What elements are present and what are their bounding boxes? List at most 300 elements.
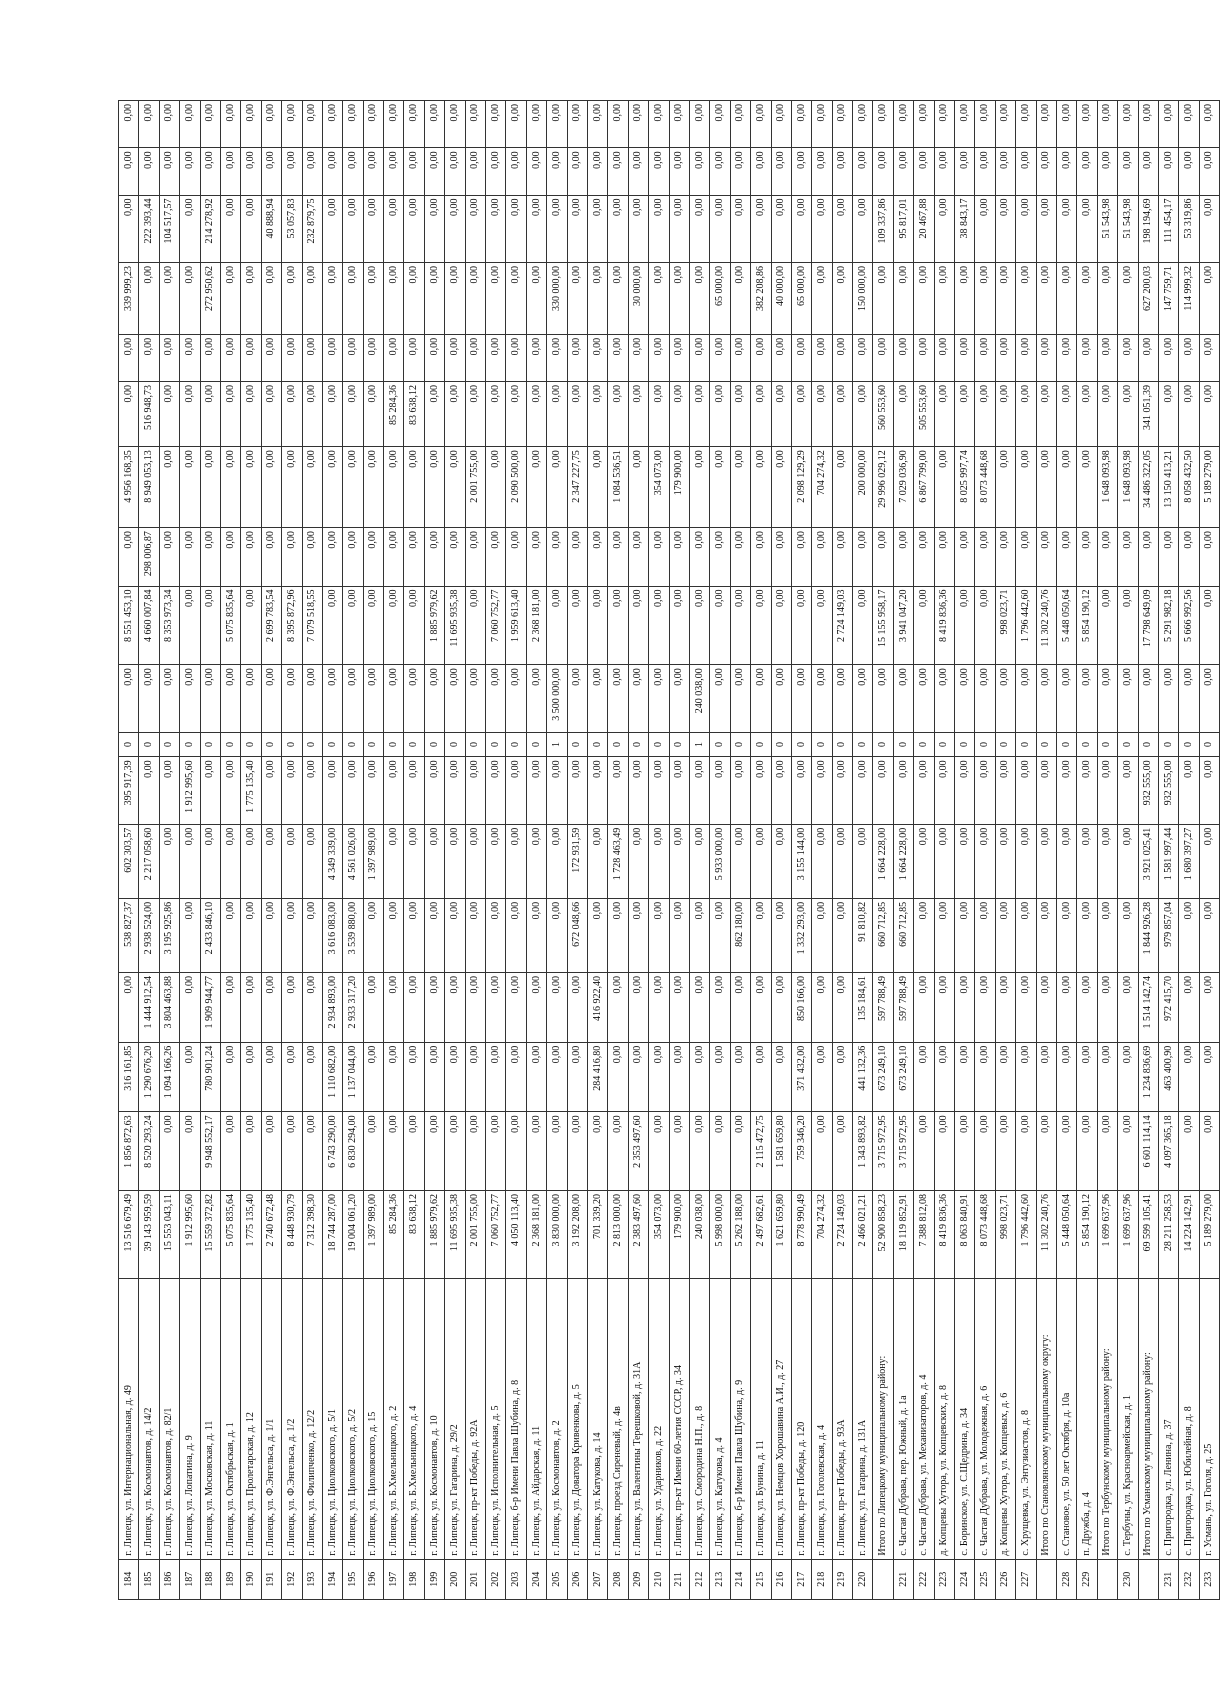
value-cell: 0,00 — [384, 528, 404, 586]
value-cell: 0,00 — [853, 528, 873, 586]
value-cell: 2 724 149,03 — [832, 586, 852, 665]
value-cell: 972 415,70 — [1158, 973, 1178, 1043]
value-cell: 65 000,00 — [710, 262, 730, 334]
value-cell: 0,00 — [689, 586, 709, 665]
value-cell: 0,00 — [424, 447, 444, 528]
value-cell: 0,00 — [200, 528, 220, 586]
value-cell: 0,00 — [200, 824, 220, 898]
value-cell: 0,00 — [486, 1042, 506, 1112]
value-cell: 0,00 — [526, 334, 546, 381]
row-number: 199 — [424, 1559, 444, 1599]
value-cell: 0,00 — [771, 1042, 791, 1112]
value-cell: 0,00 — [669, 262, 689, 334]
value-cell: 0,00 — [893, 334, 913, 381]
row-number: 231 — [1158, 1559, 1178, 1599]
value-cell: 0,00 — [302, 898, 322, 972]
value-cell: 0,00 — [302, 101, 322, 148]
value-cell: 0 — [1077, 732, 1097, 757]
value-cell: 0,00 — [587, 334, 607, 381]
address-cell: г. Липецк, ул. Б.Хмельницкого, д. 4 — [404, 1278, 424, 1559]
value-cell: 0,00 — [608, 382, 628, 447]
value-cell: 4 097 365,18 — [1158, 1112, 1178, 1191]
value-cell: 0,00 — [812, 101, 832, 148]
value-cell: 3 830 000,00 — [547, 1191, 567, 1279]
address-cell: г. Липецк, ул. Космонавтов, д. 14/2 — [139, 1278, 159, 1559]
value-cell: 0,00 — [1118, 757, 1138, 824]
value-cell: 0,00 — [119, 101, 139, 148]
row-number: 193 — [302, 1559, 322, 1599]
value-cell: 0,00 — [914, 898, 934, 972]
row-number: 197 — [384, 1559, 404, 1599]
value-cell: 0,00 — [1056, 824, 1076, 898]
address-cell: Итого по Становлянскому муниципальному округу: — [1036, 1278, 1056, 1559]
value-cell: 339 999,23 — [119, 262, 139, 334]
value-cell: 2 090 500,00 — [506, 447, 526, 528]
value-cell: 0,00 — [241, 148, 261, 195]
value-cell: 1 581 997,44 — [1158, 824, 1178, 898]
address-cell: г. Липецк, пр-кт Победы, д. 92А — [465, 1278, 485, 1559]
value-cell: 0,00 — [445, 665, 465, 732]
value-cell: 0,00 — [567, 1112, 587, 1191]
value-cell: 505 553,60 — [914, 382, 934, 447]
value-cell: 0,00 — [261, 382, 281, 447]
value-cell: 0,00 — [547, 447, 567, 528]
value-cell: 7 029 036,90 — [893, 447, 913, 528]
value-cell: 660 712,85 — [873, 898, 893, 972]
value-cell: 0 — [955, 732, 975, 757]
value-cell: 0,00 — [1016, 447, 1036, 528]
value-cell: 0,00 — [608, 1042, 628, 1112]
value-cell: 0,00 — [220, 262, 240, 334]
value-cell: 0,00 — [812, 382, 832, 447]
value-cell: 0,00 — [506, 382, 526, 447]
value-cell: 5 854 190,12 — [1077, 586, 1097, 665]
value-cell: 0,00 — [526, 382, 546, 447]
value-cell: 0 — [934, 732, 954, 757]
value-cell: 0,00 — [322, 586, 342, 665]
value-cell: 0 — [159, 732, 179, 757]
value-cell: 29 996 029,12 — [873, 447, 893, 528]
value-cell: 2 383 497,60 — [628, 1191, 648, 1279]
value-cell: 0,00 — [995, 262, 1015, 334]
table-row — [119, 101, 139, 1600]
value-cell: 1 514 142,74 — [1138, 973, 1158, 1043]
value-cell: 701 339,20 — [587, 1191, 607, 1279]
value-cell: 0,00 — [995, 334, 1015, 381]
value-cell: 0,00 — [1199, 528, 1219, 586]
value-cell: 0,00 — [241, 586, 261, 665]
value-cell: 8 395 872,96 — [282, 586, 302, 665]
value-cell: 0,00 — [220, 447, 240, 528]
value-cell: 1 — [689, 732, 709, 757]
value-cell: 6 830 294,00 — [343, 1112, 363, 1191]
value-cell: 0,00 — [873, 757, 893, 824]
value-cell: 0,00 — [302, 334, 322, 381]
value-cell: 0,00 — [628, 757, 648, 824]
value-cell: 0,00 — [751, 382, 771, 447]
value-cell: 0,00 — [710, 757, 730, 824]
value-cell: 0,00 — [424, 382, 444, 447]
value-cell: 20 467,88 — [914, 195, 934, 262]
value-cell: 3 804 463,88 — [159, 973, 179, 1043]
value-cell: 0,00 — [343, 148, 363, 195]
address-cell: г. Липецк, ул. Катукова, д. 4 — [710, 1278, 730, 1559]
value-cell: 0 — [1138, 732, 1158, 757]
value-cell: 0,00 — [1056, 447, 1076, 528]
value-cell: 0,00 — [445, 1042, 465, 1112]
address-cell: г. Липецк, ул. Смородина Н.П., д. 8 — [689, 1278, 709, 1559]
value-cell: 5 933 000,00 — [710, 824, 730, 898]
table-row — [424, 101, 444, 1600]
value-cell: 354 073,00 — [649, 447, 669, 528]
value-cell: 0,00 — [384, 195, 404, 262]
value-cell: 0,00 — [363, 665, 383, 732]
table-row — [751, 101, 771, 1600]
value-cell: 0,00 — [302, 148, 322, 195]
value-cell: 0,00 — [669, 1042, 689, 1112]
value-cell: 0,00 — [669, 757, 689, 824]
value-cell: 0,00 — [486, 757, 506, 824]
value-cell: 0,00 — [1199, 586, 1219, 665]
value-cell: 11 695 935,38 — [445, 586, 465, 665]
value-cell: 0,00 — [893, 382, 913, 447]
value-cell: 8 551 453,10 — [119, 586, 139, 665]
value-cell: 0,00 — [1097, 586, 1117, 665]
value-cell: 0,00 — [995, 757, 1015, 824]
value-cell: 0,00 — [587, 447, 607, 528]
value-cell: 0,00 — [445, 1112, 465, 1191]
value-cell: 0,00 — [1097, 665, 1117, 732]
value-cell: 1 — [547, 732, 567, 757]
value-cell: 0,00 — [812, 824, 832, 898]
value-cell: 0,00 — [730, 1112, 750, 1191]
value-cell: 0,00 — [119, 195, 139, 262]
value-cell: 0,00 — [343, 262, 363, 334]
value-cell: 0 — [812, 732, 832, 757]
value-cell: 0,00 — [975, 148, 995, 195]
value-cell: 1 775 135,40 — [241, 1191, 261, 1279]
value-cell: 0,00 — [689, 528, 709, 586]
value-cell: 0,00 — [1077, 195, 1097, 262]
value-cell: 0,00 — [1056, 195, 1076, 262]
value-cell: 0 — [832, 732, 852, 757]
value-cell: 18 744 287,00 — [322, 1191, 342, 1279]
value-cell: 932 555,00 — [1138, 757, 1158, 824]
value-cell: 8 419 836,36 — [934, 586, 954, 665]
value-cell: 0,00 — [587, 586, 607, 665]
value-cell: 0,00 — [1016, 1112, 1036, 1191]
value-cell: 15 155 958,17 — [873, 586, 893, 665]
value-cell: 0,00 — [1158, 382, 1178, 447]
value-cell: 0,00 — [180, 334, 200, 381]
value-cell: 104 517,57 — [159, 195, 179, 262]
value-cell: 5 189 279,00 — [1199, 447, 1219, 528]
value-cell: 0,00 — [1056, 148, 1076, 195]
value-cell: 0,00 — [995, 101, 1015, 148]
value-cell: 1 844 926,28 — [1138, 898, 1158, 972]
row-number: 201 — [465, 1559, 485, 1599]
value-cell: 0,00 — [995, 382, 1015, 447]
value-cell: 0,00 — [506, 101, 526, 148]
value-cell: 0,00 — [547, 334, 567, 381]
value-cell: 0,00 — [975, 1112, 995, 1191]
address-cell: с. Пригородка, ул. Ленина, д. 37 — [1158, 1278, 1178, 1559]
row-number: 212 — [689, 1559, 709, 1599]
address-cell: г. Липецк, ул. Ударников, д. 22 — [649, 1278, 669, 1559]
value-cell: 0,00 — [506, 148, 526, 195]
row-number: 198 — [404, 1559, 424, 1599]
value-cell: 0,00 — [832, 195, 852, 262]
row-number: 215 — [751, 1559, 771, 1599]
value-cell: 0,00 — [955, 101, 975, 148]
value-cell: 0,00 — [832, 148, 852, 195]
value-cell: 0,00 — [119, 665, 139, 732]
value-cell: 85 284,36 — [384, 1191, 404, 1279]
value-cell: 0,00 — [628, 528, 648, 586]
table-row — [404, 101, 424, 1600]
value-cell: 0,00 — [526, 824, 546, 898]
value-cell: 0,00 — [1077, 757, 1097, 824]
table-row — [608, 101, 628, 1600]
value-cell: 0,00 — [200, 382, 220, 447]
value-cell: 0,00 — [669, 195, 689, 262]
value-cell: 240 038,00 — [689, 1191, 709, 1279]
value-cell: 0,00 — [832, 898, 852, 972]
address-cell: г. Липецк, ул. Циолковского, д. 15 — [363, 1278, 383, 1559]
value-cell: 0,00 — [526, 447, 546, 528]
value-cell: 0,00 — [608, 262, 628, 334]
value-cell: 0,00 — [853, 195, 873, 262]
value-cell: 0,00 — [751, 824, 771, 898]
value-cell: 0,00 — [1036, 528, 1056, 586]
value-cell: 0,00 — [526, 757, 546, 824]
value-cell: 4 050 113,40 — [506, 1191, 526, 1279]
value-cell: 0,00 — [1179, 898, 1199, 972]
value-cell: 0,00 — [445, 824, 465, 898]
value-cell: 0,00 — [404, 824, 424, 898]
value-cell: 0,00 — [1036, 824, 1056, 898]
table-row — [934, 101, 954, 1600]
value-cell: 0,00 — [1036, 148, 1056, 195]
value-cell: 0,00 — [343, 195, 363, 262]
value-cell: 932 555,00 — [1158, 757, 1178, 824]
value-cell: 1 856 872,63 — [119, 1112, 139, 1191]
value-cell: 0,00 — [934, 101, 954, 148]
value-cell: 0,00 — [241, 1042, 261, 1112]
value-cell: 0,00 — [547, 528, 567, 586]
value-cell: 0,00 — [404, 262, 424, 334]
value-cell: 0,00 — [384, 757, 404, 824]
value-cell: 0,00 — [669, 382, 689, 447]
value-cell: 0,00 — [730, 973, 750, 1043]
value-cell: 0,00 — [649, 586, 669, 665]
value-cell: 0,00 — [955, 148, 975, 195]
value-cell: 0,00 — [832, 101, 852, 148]
value-cell: 1 084 536,51 — [608, 447, 628, 528]
value-cell: 0,00 — [587, 382, 607, 447]
value-cell: 0,00 — [751, 586, 771, 665]
value-cell: 51 543,98 — [1118, 195, 1138, 262]
value-cell: 0,00 — [893, 528, 913, 586]
value-cell: 0,00 — [1179, 665, 1199, 732]
value-cell: 0,00 — [445, 757, 465, 824]
value-cell: 0,00 — [241, 101, 261, 148]
value-cell: 0,00 — [1077, 1042, 1097, 1112]
value-cell: 0,00 — [1138, 101, 1158, 148]
value-cell: 0,00 — [751, 334, 771, 381]
value-cell: 0,00 — [689, 898, 709, 972]
value-cell: 0,00 — [771, 447, 791, 528]
value-cell: 0,00 — [282, 973, 302, 1043]
value-cell: 0 — [261, 732, 281, 757]
value-cell: 83 638,12 — [404, 382, 424, 447]
value-cell: 0,00 — [1158, 528, 1178, 586]
value-cell: 40 888,94 — [261, 195, 281, 262]
value-cell: 0,00 — [1118, 1112, 1138, 1191]
value-cell: 2 433 846,10 — [200, 898, 220, 972]
table-row — [689, 101, 709, 1600]
value-cell: 8 949 053,13 — [139, 447, 159, 528]
value-cell: 1 648 093,98 — [1118, 447, 1138, 528]
value-cell: 0,00 — [424, 824, 444, 898]
value-cell: 0 — [119, 732, 139, 757]
value-cell: 0,00 — [812, 148, 832, 195]
value-cell: 0,00 — [955, 973, 975, 1043]
address-cell: с. Частая Дубрава, пер. Южный, д. 1а — [893, 1278, 913, 1559]
value-cell: 0,00 — [1077, 382, 1097, 447]
value-cell: 0,00 — [261, 665, 281, 732]
value-cell: 0,00 — [628, 447, 648, 528]
value-cell: 0,00 — [1077, 334, 1097, 381]
value-cell: 0,00 — [914, 824, 934, 898]
value-cell: 0,00 — [526, 665, 546, 732]
row-number: 209 — [628, 1559, 648, 1599]
value-cell: 0 — [1158, 732, 1178, 757]
value-cell: 0,00 — [955, 528, 975, 586]
value-cell: 0 — [465, 732, 485, 757]
value-cell: 0,00 — [363, 1112, 383, 1191]
table-row — [445, 101, 465, 1600]
value-cell: 0,00 — [241, 973, 261, 1043]
value-cell: 0,00 — [282, 1112, 302, 1191]
row-number: 226 — [995, 1559, 1015, 1599]
value-cell: 0,00 — [649, 1042, 669, 1112]
value-cell: 0,00 — [975, 334, 995, 381]
value-cell: 0,00 — [914, 973, 934, 1043]
value-cell: 0 — [567, 732, 587, 757]
value-cell: 0,00 — [649, 195, 669, 262]
table-row — [363, 101, 383, 1600]
value-cell: 0,00 — [486, 447, 506, 528]
value-cell: 0,00 — [934, 1112, 954, 1191]
value-cell: 0,00 — [791, 148, 811, 195]
value-cell: 6 601 114,14 — [1138, 1112, 1158, 1191]
value-cell: 0,00 — [384, 973, 404, 1043]
value-cell: 0 — [995, 732, 1015, 757]
value-cell: 0,00 — [241, 898, 261, 972]
value-cell: 0,00 — [649, 148, 669, 195]
value-cell: 11 302 240,76 — [1036, 1191, 1056, 1279]
value-cell: 0,00 — [567, 262, 587, 334]
value-cell: 0,00 — [934, 1042, 954, 1112]
value-cell: 0,00 — [1097, 334, 1117, 381]
value-cell: 0,00 — [995, 898, 1015, 972]
value-cell: 0,00 — [608, 528, 628, 586]
value-cell: 0,00 — [1118, 586, 1138, 665]
value-cell: 0,00 — [771, 586, 791, 665]
value-cell: 0,00 — [1077, 973, 1097, 1043]
value-cell: 0,00 — [424, 1042, 444, 1112]
value-cell: 0,00 — [404, 757, 424, 824]
value-cell: 0,00 — [139, 757, 159, 824]
value-cell: 0,00 — [689, 148, 709, 195]
value-cell: 0,00 — [506, 757, 526, 824]
value-cell: 0,00 — [465, 101, 485, 148]
value-cell: 0,00 — [261, 757, 281, 824]
value-cell: 0,00 — [302, 1112, 322, 1191]
value-cell: 0 — [914, 732, 934, 757]
address-cell: г. Липецк, ул. Гагарина, д. 29/2 — [445, 1278, 465, 1559]
value-cell: 0,00 — [139, 262, 159, 334]
value-cell: 8 073 448,68 — [975, 1191, 995, 1279]
value-cell: 8 025 997,74 — [955, 447, 975, 528]
value-cell: 0,00 — [649, 334, 669, 381]
value-cell: 0,00 — [1056, 528, 1076, 586]
row-number: 187 — [180, 1559, 200, 1599]
value-cell: 0,00 — [587, 665, 607, 732]
address-cell: г. Усмань, ул. Гоголя, д. 25 — [1199, 1278, 1219, 1559]
value-cell: 0,00 — [404, 528, 424, 586]
value-cell: 0,00 — [241, 528, 261, 586]
value-cell: 3 921 025,41 — [1138, 824, 1158, 898]
value-cell: 0,00 — [1179, 382, 1199, 447]
value-cell: 0,00 — [730, 528, 750, 586]
row-number: 194 — [322, 1559, 342, 1599]
value-cell: 272 950,62 — [200, 262, 220, 334]
value-cell: 0,00 — [180, 1112, 200, 1191]
value-cell: 0,00 — [689, 447, 709, 528]
value-cell: 0,00 — [384, 1042, 404, 1112]
value-cell: 0,00 — [282, 1042, 302, 1112]
value-cell: 7 060 752,77 — [486, 586, 506, 665]
value-cell: 0,00 — [649, 101, 669, 148]
value-cell: 0,00 — [791, 528, 811, 586]
value-cell: 0,00 — [832, 1042, 852, 1112]
row-number: 196 — [363, 1559, 383, 1599]
value-cell: 0,00 — [1199, 148, 1219, 195]
row-number: 227 — [1016, 1559, 1036, 1599]
value-cell: 2 699 783,54 — [261, 586, 281, 665]
value-cell: 0,00 — [893, 665, 913, 732]
value-cell: 0,00 — [832, 528, 852, 586]
value-cell: 0,00 — [486, 195, 506, 262]
value-cell: 0,00 — [404, 148, 424, 195]
value-cell: 0,00 — [567, 101, 587, 148]
value-cell: 0,00 — [363, 195, 383, 262]
value-cell: 0,00 — [159, 1112, 179, 1191]
value-cell: 0,00 — [322, 757, 342, 824]
value-cell: 0,00 — [445, 382, 465, 447]
value-cell: 0,00 — [526, 973, 546, 1043]
value-cell: 39 143 959,59 — [139, 1191, 159, 1279]
value-cell: 0,00 — [955, 334, 975, 381]
value-cell: 0,00 — [751, 1042, 771, 1112]
value-cell: 0,00 — [200, 334, 220, 381]
value-cell: 0,00 — [975, 1042, 995, 1112]
value-cell: 0,00 — [1097, 148, 1117, 195]
value-cell: 0,00 — [1199, 665, 1219, 732]
value-cell: 0,00 — [547, 1112, 567, 1191]
